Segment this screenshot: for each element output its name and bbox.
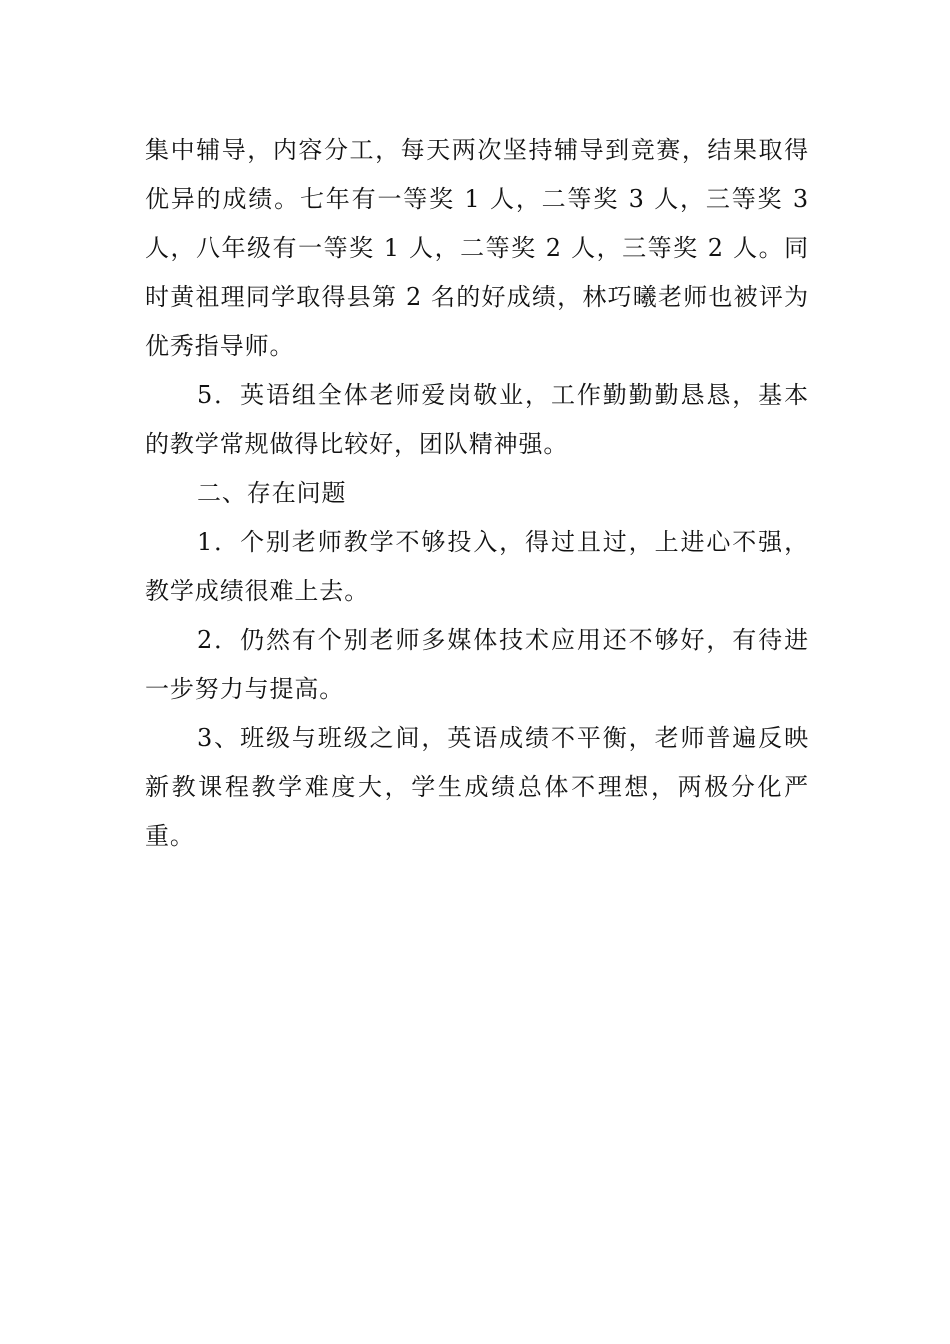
paragraph-problem-1: 1．个别老师教学不够投入，得过且过，上进心不强，教学成绩很难上去。: [145, 528, 809, 605]
document-body: [145, 126, 809, 861]
paragraph-problem-3: 3、班级与班级之间，英语成绩不平衡，老师普遍反映新教课程教学难度大，学生成绩总体不理想，两极分化严重。: [145, 724, 809, 850]
paragraph-competition-results: 集中辅导，内容分工，每天两次坚持辅导到竞赛，结果取得优异的成绩。七年有一等奖 1 人，二等奖 3 人，三等奖 3 人，八年级有一等奖 1 人，二等奖 2 人，三等奖 2 人。同时黄祖理同学取得县第 2 名的好成绩，林巧曦老师也被评为优秀指导师。: [145, 136, 809, 360]
paragraph-item-5: 5．英语组全体老师爱岗敬业，工作勤勤勤恳恳，基本的教学常规做得比较好，团队精神强。: [145, 381, 809, 458]
section-heading-problems: 二、存在问题: [197, 479, 347, 507]
paragraph-problem-2: 2．仍然有个别老师多媒体技术应用还不够好，有待进一步努力与提高。: [145, 626, 809, 703]
